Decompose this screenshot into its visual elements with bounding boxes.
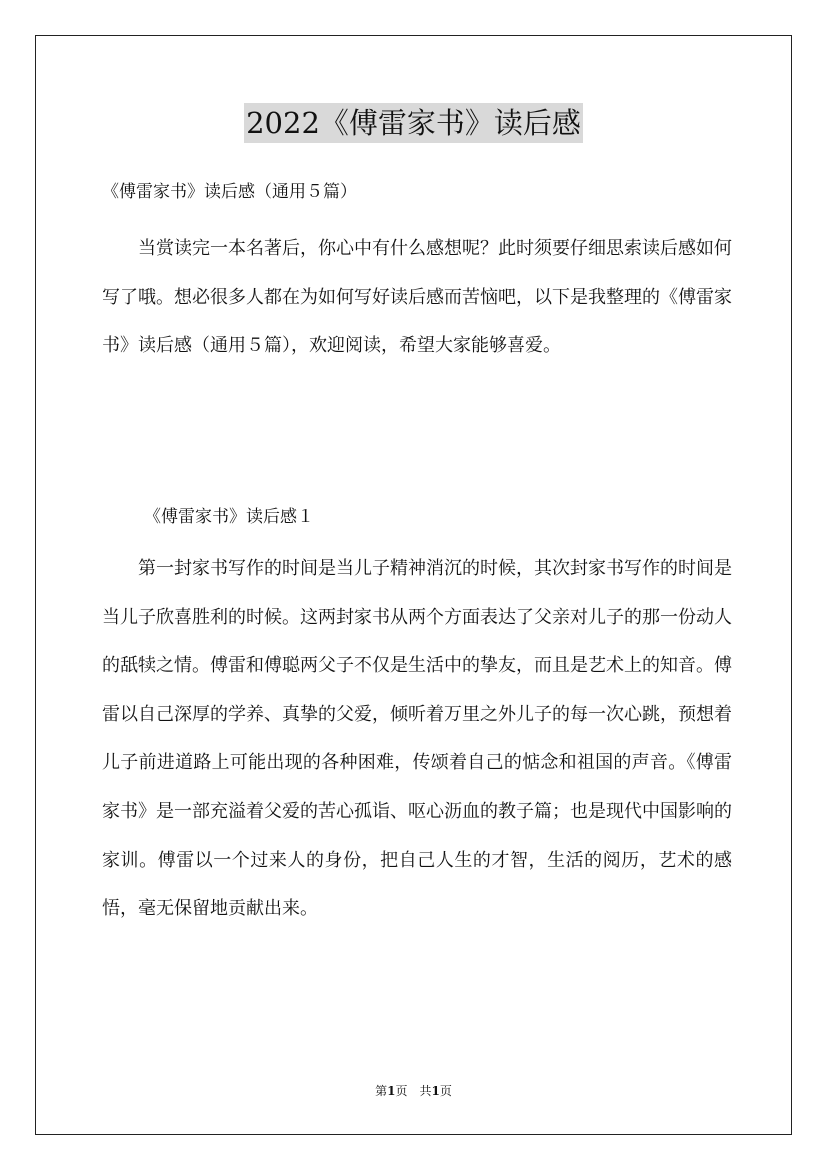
title-container (0, 103, 827, 143)
section-body: 第一封家书写作的时间是当儿子精神消沉的时候，其次封家书写作的时间是当儿子欣喜胜利的时候。这两封家书从两个方面表达了父亲对儿子的那一份动人的舐犊之情。傅雷和傅聪两父子不仅是生活中的挚友，而且是艺术上的知音。傅雷以自己深厚的学养、真挚的父爱，倾听着万里之外儿子的每一次心跳，预想着儿子前进道路上可能出现的各种困难，传颂着自己的惦念和祖国的声音。《傅雷家书》是一部充溢着父爱的苦心孤诣、呕心沥血的教子篇；也是现代中国影响的家训。傅雷以一个过来人的身份，把自己人生的才智，生活的阅历，艺术的感悟，毫无保留地贡献出来。 (102, 558, 732, 920)
footer-page-total: 1 (431, 1084, 440, 1098)
document-title: 2022《傅雷家书》读后感 (244, 103, 583, 143)
page-footer (0, 1083, 827, 1099)
footer-page-current: 1 (387, 1084, 396, 1098)
intro-paragraph: 当赏读完一本名著后，你心中有什么感想呢？此时须要仔细思索读后感如何写了哦。想必很多人都在为如何写好读后感而苦恼吧，以下是我整理的《傅雷家书》读后感（通用５篇），欢迎阅读，希望大家能够喜爱。 (102, 238, 732, 357)
document-subtitle: 《傅雷家书》读后感（通用５篇） (102, 182, 357, 202)
footer-mid: 页 共 (395, 1084, 432, 1098)
footer-suffix: 页 (439, 1084, 452, 1098)
footer-prefix: 第 (375, 1084, 388, 1098)
section-heading: 《傅雷家书》读后感１ (144, 507, 314, 527)
